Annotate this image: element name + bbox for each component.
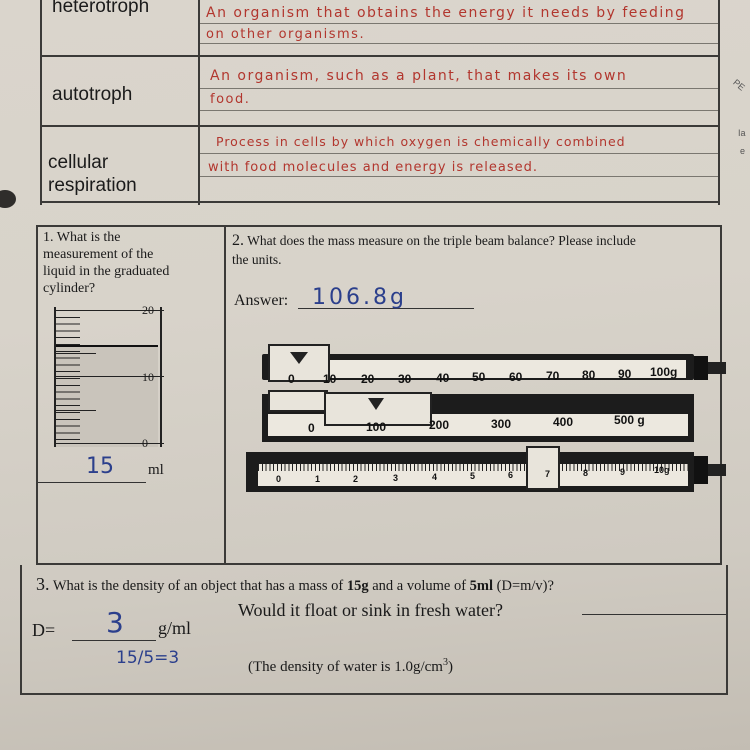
q3-number: 3. (36, 574, 50, 594)
q1-text-line2: measurement of the (43, 247, 154, 262)
q3-box (20, 565, 728, 695)
definition-autotroph-line2: food. (210, 92, 251, 107)
definition-autotroph-line1: An organism, such as a plant, that makes its own (210, 68, 628, 84)
q1-number: 1. (43, 230, 54, 245)
q1-question (43, 229, 208, 297)
definition-cellular-respiration-line2: with food molecules and energy is released. (208, 160, 539, 175)
beam1-label-30: 30 (398, 372, 412, 386)
q3-volume: 5ml (469, 578, 494, 594)
q2-text-line1: What does the mass measure on the triple beam balance? Please include (247, 233, 636, 248)
q1-unit: ml (148, 462, 164, 478)
beam3-label-2: 2 (353, 474, 359, 484)
beam1-label-40: 40 (436, 371, 450, 385)
q3-water-sup: 3 (442, 657, 448, 668)
beam1-label-10: 10 (323, 372, 337, 386)
beam2-label-500g: 500 g (614, 413, 645, 427)
beam1-label-60: 60 (509, 370, 523, 384)
beam2-label-400: 400 (553, 415, 574, 429)
term-heterotroph: heterotroph (52, 0, 150, 17)
q3-d-unit: g/ml (158, 618, 192, 638)
term-cellular: cellular (48, 152, 109, 173)
q3-water-note-text: (The density of water is 1.0g/cm (248, 659, 443, 675)
q3-float-question: Would it float or sink in fresh water? (238, 600, 503, 620)
beam2-label-100: 100 (366, 420, 387, 434)
beam2-label-300: 300 (491, 417, 512, 431)
q3-water-close: ) (447, 659, 453, 675)
beam3-label-6: 6 (508, 470, 514, 480)
definition-heterotroph-line1: An organism that obtains the energy it needs by feeding (206, 5, 686, 21)
beam3-label-1: 1 (315, 474, 321, 484)
q1-answer: 15 (86, 454, 114, 479)
q2-number: 2. (232, 232, 244, 249)
cylinder-tick-10: 10 (142, 370, 154, 384)
beam1-label-50: 50 (472, 370, 486, 384)
q3-d-answer: 3 (106, 606, 124, 639)
beam1-label-90: 90 (618, 367, 632, 381)
beam2-label-200: 200 (429, 418, 450, 432)
q2-answer-label: Answer: (234, 292, 289, 309)
beam1-label-70: 70 (546, 369, 560, 383)
q1-text-line3: liquid in the graduated (43, 264, 170, 279)
beam2-label-0: 0 (308, 421, 315, 435)
right-edge-mark-2: Ia (738, 128, 746, 138)
q2-question (232, 231, 636, 269)
definition-cellular-respiration-line1: Process in cells by which oxygen is chemically combined (216, 134, 626, 149)
q1-text-line4: cylinder? (43, 281, 96, 296)
q3-d-label: D= (32, 620, 56, 640)
beam3-label-8: 8 (583, 468, 589, 478)
beam3-label-5: 5 (470, 471, 476, 481)
beam1-label-20: 20 (361, 372, 375, 386)
beam3-label-0: 0 (276, 474, 282, 484)
q3-text-a: What is the density of an object that has a mass of (52, 578, 347, 594)
binder-clip-icon (0, 190, 16, 208)
cylinder-tick-0: 0 (142, 436, 148, 450)
beam1-label-100g: 100g (650, 365, 678, 379)
q1-answer-line (38, 482, 146, 483)
beam1-label-0: 0 (288, 372, 295, 386)
right-edge-mark-3: e (740, 146, 746, 156)
right-edge-mark-1: PE (731, 77, 747, 93)
q2-answer: 106.8g (312, 285, 407, 310)
q2-text-line2: the units. (232, 252, 282, 267)
beam3-label-9: 9 (620, 467, 626, 477)
beam3-label-10g: 10g (654, 465, 670, 475)
q3-mass: 15g (346, 578, 369, 594)
q3-text-b: and a volume of (368, 578, 470, 594)
definition-heterotroph-line2: on other organisms. (206, 27, 366, 42)
q3-work: 15/5=3 (116, 648, 180, 668)
beam3-label-3: 3 (393, 473, 399, 483)
beam1-label-80: 80 (582, 368, 596, 382)
cylinder-tick-20: 20 (142, 303, 154, 317)
beam3-label-4: 4 (432, 472, 438, 482)
q3-text-c: (D=m/v)? (493, 578, 554, 594)
term-autotroph: autotroph (52, 84, 133, 105)
q1-text-line1: What is the (56, 230, 121, 245)
term-respiration: respiration (48, 175, 137, 196)
beam3-label-7: 7 (545, 469, 551, 479)
